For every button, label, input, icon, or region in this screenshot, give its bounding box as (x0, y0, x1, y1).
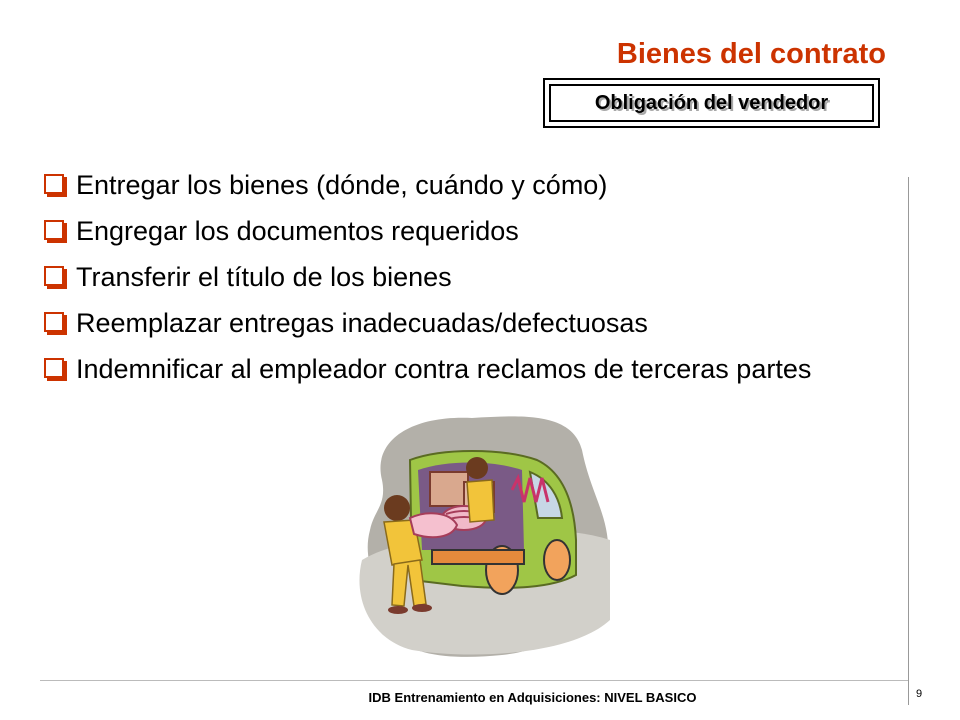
subtitle-box (543, 78, 880, 128)
vertical-divider (908, 177, 909, 705)
checkbox-square-icon (44, 174, 64, 194)
slide-title: Bienes del contrato (616, 38, 886, 70)
van-bumper (432, 550, 524, 564)
person-shoe (412, 604, 432, 612)
delivery-van-clipart (352, 410, 614, 662)
van-wheel (544, 540, 570, 580)
checkbox-square-icon (44, 266, 64, 286)
bullet-item (44, 304, 874, 342)
bullet-text: Reemplazar entregas inadecuadas/defectuosas (76, 308, 648, 338)
person-head (466, 457, 488, 479)
footer-divider (40, 680, 908, 681)
person-shoe (388, 606, 408, 614)
subtitle-inner-frame (549, 84, 874, 122)
footer-text: IDB Entrenamiento en Adquisiciones: NIVEL BASICO (368, 690, 697, 705)
bullet-list (44, 166, 874, 396)
checkbox-square-icon (44, 312, 64, 332)
bullet-text: Entregar los bienes (dónde, cuándo y cómo) (76, 170, 608, 200)
bullet-text: Engregar los documentos requeridos (76, 216, 519, 246)
bullet-item (44, 258, 874, 296)
slide-subtitle: Obligación del vendedor (594, 91, 829, 114)
person-body (467, 480, 494, 522)
person-head (384, 495, 410, 521)
bullet-item (44, 350, 874, 388)
bullet-text: Indemnificar al empleador contra reclamos de terceras partes (76, 354, 812, 384)
bullet-item (44, 212, 874, 250)
carried-package (410, 513, 457, 537)
checkbox-square-icon (44, 220, 64, 240)
cargo-box (430, 472, 468, 506)
page-number: 9 (915, 688, 923, 700)
bullet-text: Transferir el título de los bienes (76, 262, 452, 292)
bullet-item (44, 166, 874, 204)
checkbox-square-icon (44, 358, 64, 378)
